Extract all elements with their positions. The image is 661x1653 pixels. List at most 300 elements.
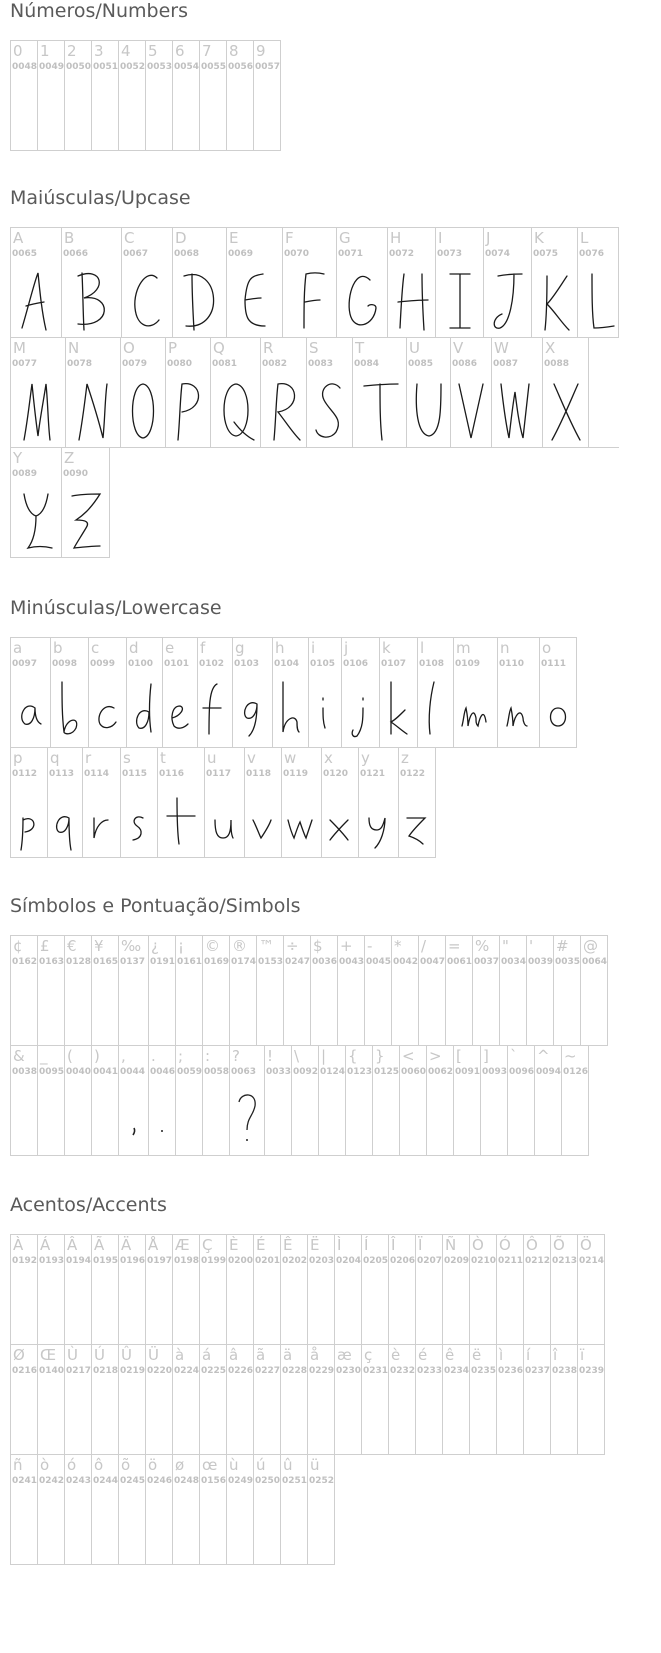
glyph-sample (173, 268, 226, 337)
glyph-sample (399, 788, 435, 857)
character-code: 0120 (323, 769, 349, 779)
character-code: 0230 (336, 1366, 362, 1376)
character-code: 0252 (309, 1476, 335, 1486)
character-label: ' (529, 937, 534, 955)
character-code: 0234 (444, 1366, 470, 1376)
character-cell (451, 338, 492, 448)
character-cell (308, 1455, 335, 1565)
character-label: ] (483, 1047, 489, 1065)
character-code: 0124 (320, 1067, 346, 1077)
character-cell (292, 1046, 319, 1156)
character-cell (227, 228, 283, 338)
character-label: ? (232, 1047, 240, 1065)
glyph-sample (11, 488, 61, 557)
character-label: g (235, 639, 245, 657)
character-cell (51, 638, 89, 748)
character-code: 0231 (363, 1366, 389, 1376)
character-label: j (344, 639, 349, 657)
character-label: = (448, 937, 461, 955)
character-code: 0073 (437, 249, 463, 259)
character-label: R (263, 339, 274, 357)
character-code: 0111 (541, 659, 567, 669)
character-row (10, 1454, 605, 1565)
character-label: N (68, 339, 80, 357)
character-code: 0082 (262, 359, 288, 369)
character-code: 0107 (381, 659, 407, 669)
character-label: Ã (94, 1236, 105, 1254)
character-code: 0050 (66, 62, 92, 72)
character-code: 0236 (498, 1366, 524, 1376)
glyph-T (360, 378, 400, 444)
character-label: c (91, 639, 100, 657)
character-code: 0224 (174, 1366, 200, 1376)
character-label: 1 (40, 42, 50, 60)
character-cell (200, 1235, 227, 1345)
character-label: e (165, 639, 175, 657)
character-code: 0206 (390, 1256, 416, 1266)
character-label: ™ (259, 937, 274, 955)
character-code: 0156 (201, 1476, 227, 1486)
character-code: 0079 (122, 359, 148, 369)
character-label: | (321, 1047, 327, 1065)
character-label: Ì (337, 1236, 342, 1254)
character-code: 0205 (363, 1256, 389, 1266)
glyph-sample (532, 268, 577, 337)
character-code: 0116 (159, 769, 185, 779)
character-code: 0087 (493, 359, 519, 369)
character-cell (230, 1046, 265, 1156)
character-label: i (311, 639, 316, 657)
character-cell (282, 748, 322, 858)
character-label: > (429, 1047, 442, 1065)
character-label: X (545, 339, 556, 357)
section-title: Minúsculas/Lowercase (10, 597, 222, 619)
character-label: ® (232, 937, 247, 955)
character-cell (416, 1345, 443, 1455)
character-label: * (394, 937, 402, 955)
glyph-sample (121, 378, 165, 447)
character-cell (254, 41, 281, 151)
character-label: 8 (229, 42, 239, 60)
character-code: 0245 (120, 1476, 146, 1486)
glyph-sample (83, 788, 120, 857)
character-label: Z (64, 449, 75, 467)
character-label: á (202, 1346, 212, 1364)
character-cell (359, 748, 399, 858)
character-label: < (402, 1047, 415, 1065)
character-cell (498, 638, 540, 748)
character-code: 0113 (49, 769, 75, 779)
character-label: Û (121, 1346, 132, 1364)
character-cell (392, 936, 419, 1046)
character-cell (203, 936, 230, 1046)
character-label: 5 (148, 42, 158, 60)
character-label: z (401, 749, 409, 767)
character-code: 0246 (147, 1476, 173, 1486)
character-cell (227, 1455, 254, 1565)
character-row (10, 40, 281, 151)
glyph-comma (119, 1086, 149, 1152)
glyph-period (149, 1086, 176, 1152)
character-code: 0084 (354, 359, 380, 369)
character-label: ‰ (121, 937, 142, 955)
character-code: 0105 (310, 659, 336, 669)
character-cell (119, 41, 146, 151)
character-code: 0251 (282, 1476, 308, 1486)
character-label: - (367, 937, 373, 955)
character-code: 0089 (12, 469, 38, 479)
glyph-u (205, 788, 245, 854)
character-cell (308, 1345, 335, 1455)
glyph-sample (149, 1086, 175, 1155)
character-code: 0249 (228, 1476, 254, 1486)
character-code: 0218 (93, 1366, 119, 1376)
glyph-o (540, 678, 577, 744)
character-label: ö (148, 1456, 158, 1474)
character-cell (146, 41, 173, 151)
character-grid (10, 935, 608, 1156)
character-label: è (391, 1346, 401, 1364)
character-code: 0068 (174, 249, 200, 259)
character-code: 0233 (417, 1366, 443, 1376)
character-label: p (13, 749, 23, 767)
character-cell (119, 1455, 146, 1565)
character-code: 0140 (39, 1366, 65, 1376)
section-title: Números/Numbers (10, 0, 188, 22)
section-title: Acentos/Accents (10, 1194, 167, 1216)
character-cell (254, 1455, 281, 1565)
character-cell (543, 338, 589, 448)
character-code: 0060 (401, 1067, 427, 1077)
character-label: $ (313, 937, 323, 955)
character-cell (62, 448, 110, 558)
character-cell (254, 1345, 281, 1455)
glyph-sample (166, 378, 210, 447)
character-label: ã (256, 1346, 266, 1364)
character-cell (527, 936, 554, 1046)
character-label: T (355, 339, 365, 357)
glyph-sample (436, 268, 483, 337)
character-code: 0191 (150, 957, 176, 967)
character-row (10, 747, 577, 858)
character-cell (11, 1046, 38, 1156)
character-cell (11, 448, 62, 558)
glyph-sample (498, 678, 539, 747)
character-code: 0041 (93, 1067, 119, 1077)
character-code: 0106 (343, 659, 369, 669)
character-label: ü (310, 1456, 320, 1474)
character-label: È (229, 1236, 239, 1254)
character-cell (38, 1046, 65, 1156)
glyph-S (310, 378, 350, 444)
character-label: ~ (564, 1047, 577, 1065)
character-label: Ú (94, 1346, 105, 1364)
character-code: 0074 (485, 249, 511, 259)
character-cell (362, 1235, 389, 1345)
character-cell (388, 228, 436, 338)
character-cell (407, 338, 451, 448)
character-label: [ (456, 1047, 462, 1065)
character-label: h (275, 639, 285, 657)
character-code: 0126 (563, 1067, 589, 1077)
character-label: y (361, 749, 370, 767)
character-cell (524, 1345, 551, 1455)
character-code: 0080 (167, 359, 193, 369)
character-code: 0210 (471, 1256, 497, 1266)
glyph-sample (48, 788, 82, 857)
character-code: 0110 (499, 659, 525, 669)
glyph-I (440, 268, 480, 334)
character-label: Õ (553, 1236, 565, 1254)
character-code: 0085 (408, 359, 434, 369)
character-label: 4 (121, 42, 131, 60)
character-cell (83, 748, 121, 858)
character-cell (261, 338, 307, 448)
character-cell (127, 638, 163, 748)
character-cell (158, 748, 205, 858)
character-code: 0112 (12, 769, 38, 779)
character-cell (149, 936, 176, 1046)
glyph-sample (121, 788, 157, 857)
glyph-g (233, 678, 273, 744)
glyph-sample (307, 378, 352, 447)
character-label: Ä (121, 1236, 132, 1254)
character-label: Æ (175, 1236, 190, 1254)
character-cell (436, 228, 484, 338)
character-label: Ï (418, 1236, 423, 1254)
character-code: 0207 (417, 1256, 443, 1266)
character-label: L (580, 229, 589, 247)
character-cell (446, 936, 473, 1046)
character-label: ç (364, 1346, 373, 1364)
glyph-sample (163, 678, 197, 747)
character-label: s (123, 749, 131, 767)
glyph-sample (407, 378, 450, 447)
character-label: _ (40, 1047, 48, 1065)
character-cell (500, 936, 527, 1046)
glyph-i (309, 678, 342, 744)
character-cell (122, 228, 173, 338)
character-code: 0115 (122, 769, 148, 779)
glyph-sample (66, 378, 120, 447)
character-code: 0244 (93, 1476, 119, 1486)
character-label: À (13, 1236, 24, 1254)
character-code: 0091 (455, 1067, 481, 1077)
character-cell (581, 936, 608, 1046)
character-cell (380, 638, 418, 748)
character-label: Á (40, 1236, 51, 1254)
character-label: 9 (256, 42, 266, 60)
glyph-d (127, 678, 163, 744)
character-code: 0059 (177, 1067, 203, 1077)
character-code: 0248 (174, 1476, 200, 1486)
character-row (10, 1234, 605, 1345)
character-code: 0242 (39, 1476, 65, 1486)
glyph-n (499, 678, 539, 744)
character-code: 0045 (366, 957, 392, 967)
character-code: 0055 (201, 62, 227, 72)
character-code: 0212 (525, 1256, 551, 1266)
character-code: 0194 (66, 1256, 92, 1266)
character-label: P (168, 339, 178, 357)
character-cell (11, 936, 38, 1046)
character-cell (203, 1046, 230, 1156)
character-cell (308, 1235, 335, 1345)
character-cell (211, 338, 261, 448)
glyph-N (73, 378, 113, 444)
character-label: b (53, 639, 63, 657)
character-label: 7 (202, 42, 212, 60)
character-label: 3 (94, 42, 104, 60)
character-label: ò (40, 1456, 50, 1474)
character-code: 0086 (452, 359, 478, 369)
character-cell (38, 41, 65, 151)
character-cell (65, 1235, 92, 1345)
character-cell (173, 1455, 200, 1565)
character-label: v (247, 749, 256, 767)
character-code: 0226 (228, 1366, 254, 1376)
glyph-sample (273, 678, 308, 747)
character-code: 0056 (228, 62, 254, 72)
character-cell (11, 338, 66, 448)
character-cell (38, 936, 65, 1046)
glyph-M (18, 378, 58, 444)
character-cell (233, 638, 273, 748)
glyph-x (322, 788, 359, 854)
glyph-w (282, 788, 322, 854)
glyph-sample (11, 678, 50, 747)
character-code: 0100 (128, 659, 154, 669)
character-label: x (324, 749, 333, 767)
character-label: 0 (13, 42, 23, 60)
character-code: 0069 (228, 249, 254, 259)
glyph-l (418, 678, 454, 744)
character-label: ä (283, 1346, 293, 1364)
character-label: 6 (175, 42, 185, 60)
character-code: 0243 (66, 1476, 92, 1486)
glyph-sample (492, 378, 542, 447)
character-cell (38, 1235, 65, 1345)
character-label: F (285, 229, 294, 247)
character-label: ú (256, 1456, 266, 1474)
character-code: 0200 (228, 1256, 254, 1266)
character-cell (11, 1235, 38, 1345)
character-code: 0247 (285, 957, 311, 967)
character-label: Ù (67, 1346, 78, 1364)
character-label: : (205, 1047, 211, 1065)
character-label: G (339, 229, 351, 247)
character-cell (524, 1235, 551, 1345)
character-cell (443, 1235, 470, 1345)
character-label: Ò (472, 1236, 484, 1254)
character-code: 0235 (471, 1366, 497, 1376)
character-code: 0117 (206, 769, 232, 779)
glyph-A (16, 268, 56, 334)
character-cell (281, 1455, 308, 1565)
character-cell (319, 1046, 346, 1156)
glyph-G (342, 268, 382, 334)
character-code: 0099 (90, 659, 116, 669)
character-cell (119, 936, 149, 1046)
character-cell (342, 638, 380, 748)
glyph-K (535, 268, 575, 334)
character-label: Í (364, 1236, 369, 1254)
character-code: 0108 (419, 659, 445, 669)
character-label: # (556, 937, 569, 955)
character-label: £ (40, 937, 50, 955)
character-label: o (542, 639, 552, 657)
character-code: 0125 (374, 1067, 400, 1077)
character-code: 0202 (282, 1256, 308, 1266)
character-code: 0211 (498, 1256, 524, 1266)
character-code: 0121 (360, 769, 386, 779)
character-label: â (229, 1346, 239, 1364)
character-code: 0088 (544, 359, 570, 369)
glyph-sample (158, 788, 204, 857)
character-cell (121, 748, 158, 858)
character-label: k (382, 639, 391, 657)
character-cell (470, 1345, 497, 1455)
character-code: 0048 (12, 62, 38, 72)
character-cell (346, 1046, 373, 1156)
character-cell (48, 748, 83, 858)
glyph-q (48, 788, 83, 854)
glyph-sample (245, 788, 281, 857)
glyph-z (399, 788, 436, 854)
character-cell (353, 338, 407, 448)
character-label: , (121, 1047, 126, 1065)
character-cell (38, 1455, 65, 1565)
glyph-H (392, 268, 432, 334)
character-label: å (310, 1346, 320, 1364)
character-cell (200, 41, 227, 151)
glyph-O (123, 378, 163, 444)
character-cell (454, 638, 498, 748)
glyph-sample (451, 378, 491, 447)
character-cell (146, 1345, 173, 1455)
character-code: 0238 (552, 1366, 578, 1376)
character-code: 0122 (400, 769, 426, 779)
character-label: ë (472, 1346, 482, 1364)
glyph-sample (51, 678, 88, 747)
character-code: 0193 (39, 1256, 65, 1266)
glyph-e (163, 678, 198, 744)
character-label: . (151, 1047, 156, 1065)
character-code: 0169 (204, 957, 230, 967)
glyph-J (488, 268, 528, 334)
character-code: 0219 (120, 1366, 146, 1376)
character-code: 0163 (39, 957, 65, 967)
character-code: 0118 (246, 769, 272, 779)
glyph-C (127, 268, 167, 334)
glyph-sample (283, 268, 336, 337)
character-label: S (309, 339, 319, 357)
character-code: 0046 (150, 1067, 176, 1077)
character-label: f (200, 639, 206, 657)
character-code: 0093 (482, 1067, 508, 1077)
character-label: V (453, 339, 464, 357)
character-cell (427, 1046, 454, 1156)
character-code: 0104 (274, 659, 300, 669)
character-cell (119, 1345, 146, 1455)
character-label: U (409, 339, 420, 357)
character-code: 0196 (120, 1256, 146, 1266)
character-code: 0038 (12, 1067, 38, 1077)
character-cell (416, 1235, 443, 1345)
glyph-question (230, 1086, 265, 1152)
section-title: Símbolos e Pontuação/Simbols (10, 895, 301, 917)
character-cell (284, 936, 311, 1046)
